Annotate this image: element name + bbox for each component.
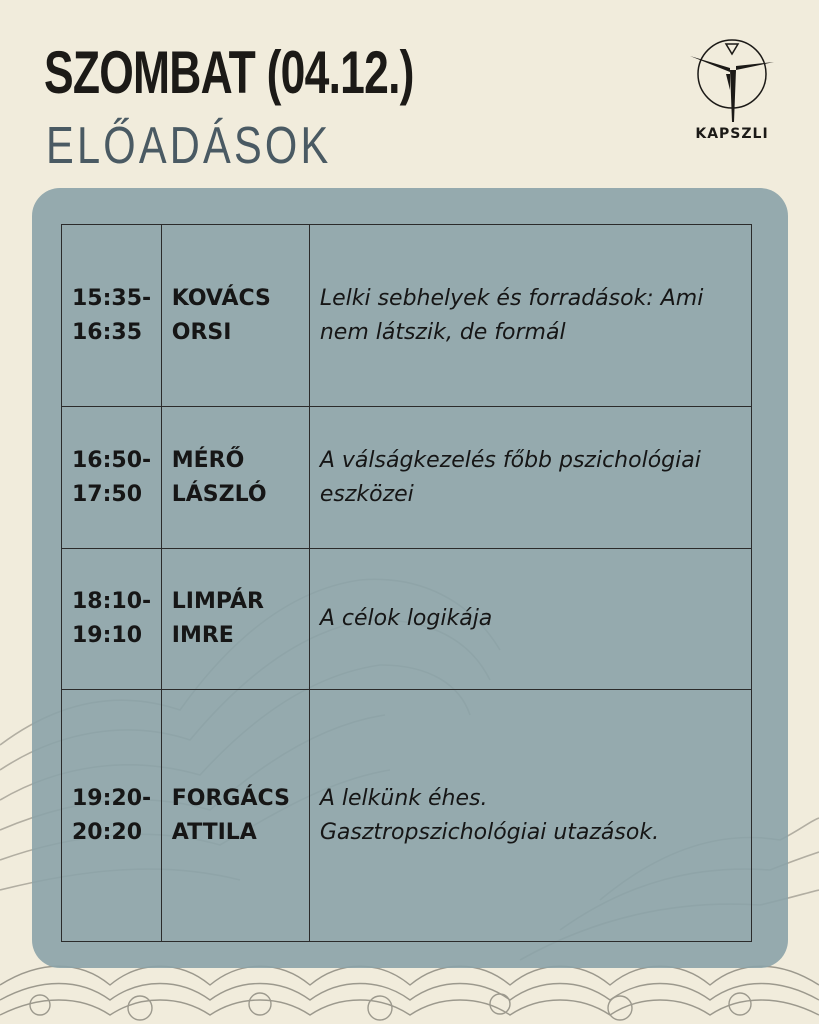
table-row: [62, 225, 752, 407]
speaker-name-line1: LIMPÁR: [171, 589, 264, 614]
time-end: 17:50: [72, 481, 143, 507]
schedule-table: [61, 224, 752, 942]
time-cell: [62, 225, 162, 407]
speaker-name-line2: LÁSZLÓ: [171, 481, 267, 507]
time-start: 15:35-: [72, 285, 152, 311]
time-start: 18:10-: [72, 589, 152, 614]
speaker-cell: [161, 225, 309, 407]
topic-line2: nem látszik, de formál: [319, 319, 566, 345]
time-end: 19:10: [72, 623, 143, 648]
topic-line2: Gasztropszichológiai utazások.: [319, 819, 660, 845]
time-end: 20:20: [72, 819, 143, 845]
speaker-name-line1: KOVÁCS: [171, 285, 271, 311]
time-cell: [62, 407, 162, 549]
topic-cell: [309, 690, 751, 942]
speaker-cell: [161, 407, 309, 549]
table-row: [62, 690, 752, 942]
time-start: 16:50-: [72, 447, 152, 473]
table-row: [62, 407, 752, 549]
page-subtitle: ELŐADÁSOK: [46, 117, 332, 175]
topic-line1: A válságkezelés főbb pszichológiai: [319, 447, 701, 473]
topic-cell: [309, 549, 751, 690]
topic-cell: [309, 225, 751, 407]
topic-line1: A célok logikája: [319, 606, 493, 631]
speaker-name-line2: IMRE: [171, 623, 234, 648]
topic-cell: [309, 407, 751, 549]
topic-line1: A lelkünk éhes.: [319, 785, 488, 811]
speaker-name-line1: FORGÁCS: [171, 785, 290, 811]
time-cell: [62, 690, 162, 942]
time-end: 16:35: [72, 319, 143, 345]
speaker-name-line2: ATTILA: [171, 819, 257, 845]
topic-line2: eszközei: [319, 481, 414, 507]
kapszli-logo-icon: [686, 34, 778, 126]
brand-name: KAPSZLI: [695, 126, 769, 142]
speaker-cell: [161, 549, 309, 690]
brand-logo: [686, 34, 778, 146]
time-start: 19:20-: [72, 785, 152, 811]
speaker-name-line1: MÉRŐ: [171, 447, 245, 473]
speaker-cell: [161, 690, 309, 942]
speaker-name-line2: ORSI: [171, 319, 232, 345]
time-cell: [62, 549, 162, 690]
topic-line1: Lelki sebhelyek és forradások: Ami: [319, 285, 704, 311]
table-row: [62, 549, 752, 690]
page-title: SZOMBAT (04.12.): [44, 39, 414, 106]
